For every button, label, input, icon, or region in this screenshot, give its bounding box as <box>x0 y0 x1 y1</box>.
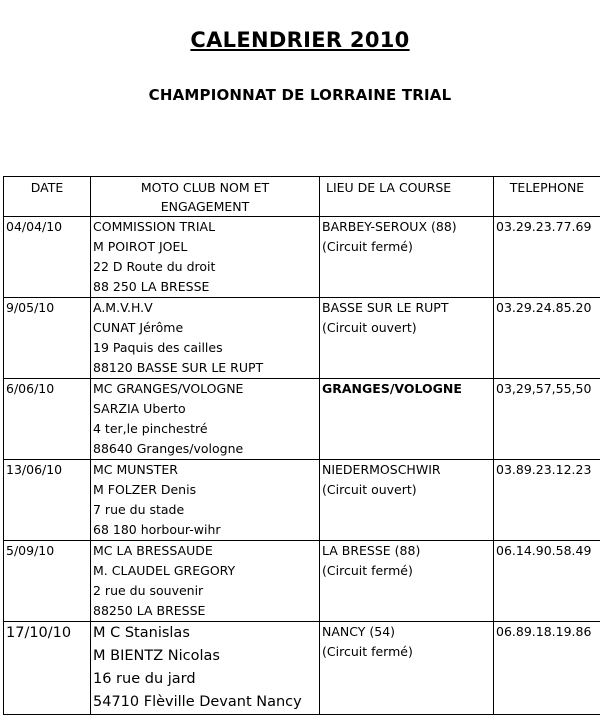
row-club <box>91 298 320 379</box>
row-date: 5/09/10 <box>4 541 91 622</box>
row-club <box>91 460 320 541</box>
club-street: 4 ter,le pinchestré <box>93 419 317 439</box>
club-street: 16 rue du jard <box>93 668 317 691</box>
row-date: 17/10/10 <box>4 622 91 715</box>
club-street: 22 D Route du droit <box>93 257 317 277</box>
header-tel: TELEPHONE <box>494 177 600 217</box>
row-lieu <box>320 541 494 622</box>
club-street: 19 Paquis des cailles <box>93 338 317 358</box>
row-tel: 03.89.23.12.23 <box>494 460 600 541</box>
header-club-line1: MOTO CLUB NOM ET <box>93 178 317 197</box>
club-city: 54710 Flèville Devant Nancy <box>93 691 317 714</box>
row-tel: 06.89.18.19.86 <box>494 622 600 715</box>
lieu-circuit: (Circuit ouvert) <box>322 480 491 500</box>
header-lieu: LIEU DE LA COURSE <box>320 177 494 217</box>
club-contact: M POIROT JOEL <box>93 237 317 257</box>
row-date: 04/04/10 <box>4 217 91 298</box>
club-name: A.M.V.H.V <box>93 298 317 318</box>
lieu-place: NIEDERMOSCHWIR <box>322 460 491 480</box>
club-name: M C Stanislas <box>93 622 317 645</box>
table-row <box>4 298 600 379</box>
row-tel: 03.29.24.85.20 <box>494 298 600 379</box>
row-club <box>91 622 320 715</box>
row-lieu <box>320 460 494 541</box>
document-title: CALENDRIER 2010 <box>0 28 600 52</box>
lieu-place: GRANGES/VOLOGNE <box>322 379 491 399</box>
club-contact: M FOLZER Denis <box>93 480 317 500</box>
row-tel: 06.14.90.58.49 <box>494 541 600 622</box>
lieu-place: NANCY (54) <box>322 622 491 642</box>
club-city: 88120 BASSE SUR LE RUPT <box>93 358 317 378</box>
club-name: MC MUNSTER <box>93 460 317 480</box>
club-name: COMMISSION TRIAL <box>93 217 317 237</box>
table-row <box>4 460 600 541</box>
club-contact: CUNAT Jérôme <box>93 318 317 338</box>
table-row <box>4 379 600 460</box>
header-club-line2: ENGAGEMENT <box>93 197 317 216</box>
club-name: MC GRANGES/VOLOGNE <box>93 379 317 399</box>
lieu-circuit: (Circuit ouvert) <box>322 318 491 338</box>
lieu-circuit: (Circuit fermé) <box>322 561 491 581</box>
row-club <box>91 541 320 622</box>
row-lieu <box>320 622 494 715</box>
club-contact: SARZIA Uberto <box>93 399 317 419</box>
club-street: 2 rue du souvenir <box>93 581 317 601</box>
row-lieu <box>320 217 494 298</box>
lieu-circuit: (Circuit fermé) <box>322 642 491 662</box>
row-club <box>91 217 320 298</box>
row-date: 9/05/10 <box>4 298 91 379</box>
table-row <box>4 622 600 715</box>
row-date: 6/06/10 <box>4 379 91 460</box>
club-name: MC LA BRESSAUDE <box>93 541 317 561</box>
table-row <box>4 217 600 298</box>
table-header-row <box>4 177 600 217</box>
club-city: 88 250 LA BRESSE <box>93 277 317 297</box>
club-city: 88640 Granges/vologne <box>93 439 317 459</box>
club-contact: M. CLAUDEL GREGORY <box>93 561 317 581</box>
club-city: 88250 LA BRESSE <box>93 601 317 621</box>
header-date: DATE <box>4 177 91 217</box>
lieu-place: LA BRESSE (88) <box>322 541 491 561</box>
row-lieu <box>320 298 494 379</box>
club-street: 7 rue du stade <box>93 500 317 520</box>
lieu-place: BARBEY-SEROUX (88) <box>322 217 491 237</box>
header-club <box>91 177 320 217</box>
row-tel: 03.29.23.77.69 <box>494 217 600 298</box>
club-contact: M BIENTZ Nicolas <box>93 645 317 668</box>
row-date: 13/06/10 <box>4 460 91 541</box>
club-city: 68 180 horbour-wihr <box>93 520 317 540</box>
table-row <box>4 541 600 622</box>
row-tel: 03,29,57,55,50 <box>494 379 600 460</box>
document-subtitle: CHAMPIONNAT DE LORRAINE TRIAL <box>0 86 600 104</box>
row-lieu <box>320 379 494 460</box>
row-club <box>91 379 320 460</box>
calendar-table <box>3 176 600 715</box>
lieu-place: BASSE SUR LE RUPT <box>322 298 491 318</box>
lieu-circuit: (Circuit fermé) <box>322 237 491 257</box>
